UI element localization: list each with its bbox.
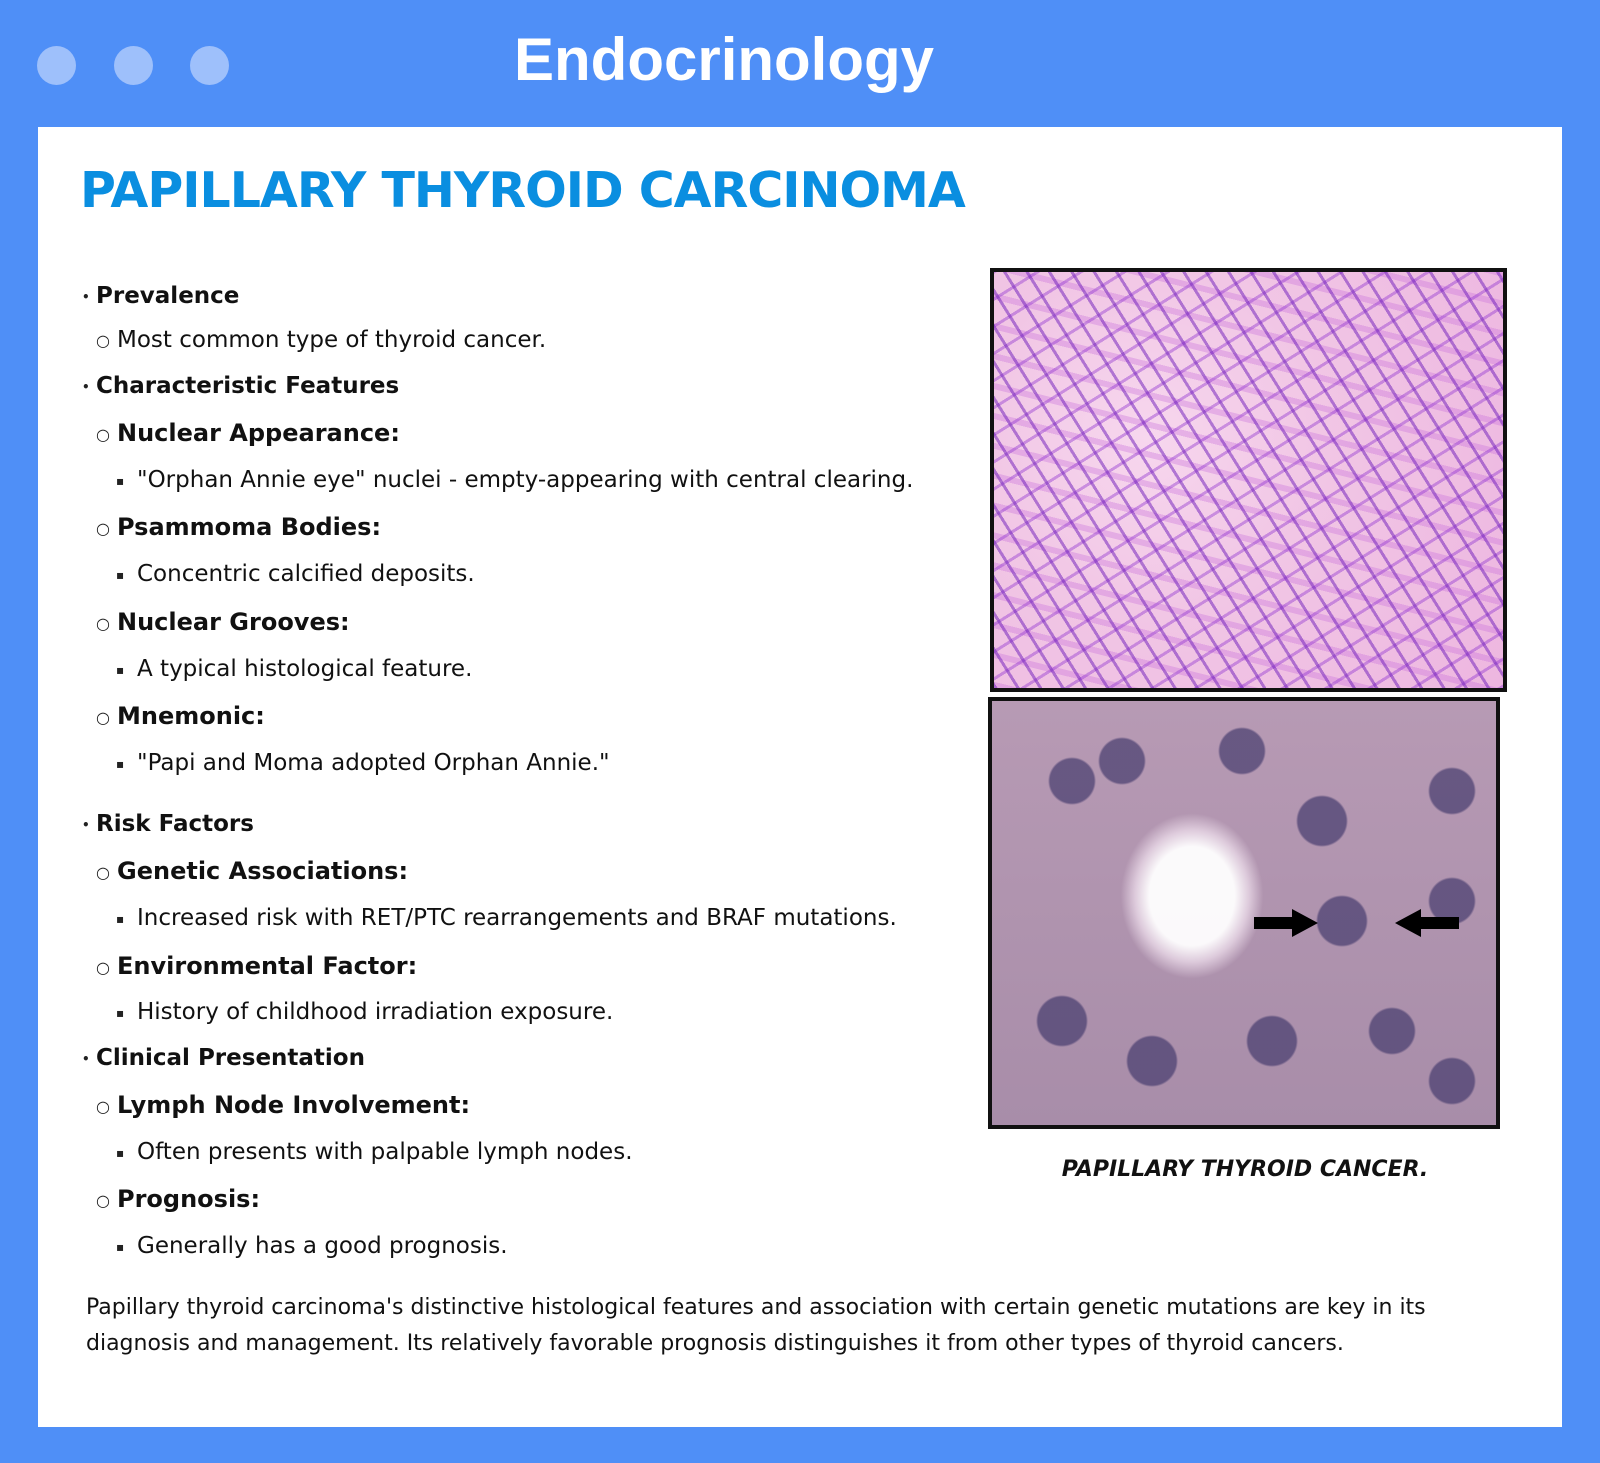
title-bar <box>0 0 1600 127</box>
subitem-detail: ▪ Often presents with palpable lymph nodes. <box>116 1139 633 1165</box>
subitem-label: ○ Genetic Associations: <box>96 857 409 885</box>
bullet-circle-icon: ○ <box>96 424 110 444</box>
subitem-detail: ▪ Increased risk with RET/PTC rearrangements and BRAF mutations. <box>116 905 897 931</box>
bullet-circle-icon: ○ <box>96 707 110 727</box>
arrow-left-icon <box>1395 909 1459 937</box>
bullet-square-icon: ▪ <box>116 1239 125 1254</box>
subitem-label: ○ Environmental Factor: <box>96 952 418 980</box>
subitem-label: ○ Mnemonic: <box>96 702 265 730</box>
histology-image-low-power <box>990 268 1507 692</box>
subitem-label: ○ Nuclear Appearance: <box>96 419 400 447</box>
subitem-detail: ▪ A typical histological feature. <box>116 656 473 682</box>
bullet-dot-icon: • <box>82 289 90 304</box>
subitem-detail: ▪ "Orphan Annie eye" nuclei - empty-appearing with central clearing. <box>116 467 914 493</box>
summary-paragraph: Papillary thyroid carcinoma's distinctive histological features and association with certain genetic mutations are key in its diagnosis and management. Its relatively favorable prognosis distinguishes it from other types of thyroid cancers. <box>86 1295 1426 1356</box>
bullet-square-icon: ▪ <box>116 911 125 926</box>
arrow-right-icon <box>1254 909 1318 937</box>
figure-caption: PAPILLARY THYROID CANCER. <box>1061 1157 1429 1182</box>
content-panel <box>38 127 1562 1427</box>
subitem-detail: ▪ History of childhood irradiation exposure. <box>116 999 614 1025</box>
bullet-square-icon: ▪ <box>116 567 125 582</box>
bullet-circle-icon: ○ <box>96 957 110 977</box>
bullet-circle-icon: ○ <box>96 613 110 633</box>
subitem-label: ○ Psammoma Bodies: <box>96 513 382 541</box>
bullet-dot-icon: • <box>82 1051 90 1066</box>
page-heading: PAPILLARY THYROID CARCINOMA <box>80 162 965 219</box>
bullet-circle-icon: ○ <box>96 1190 110 1210</box>
bullet-square-icon: ▪ <box>116 756 125 771</box>
bullet-square-icon: ▪ <box>116 662 125 677</box>
subitem-detail: ▪ Concentric calcified deposits. <box>116 561 475 587</box>
subitem-label: ○ Lymph Node Involvement: <box>96 1091 471 1119</box>
section-title-characteristic-features: • Characteristic Features <box>82 373 400 399</box>
subitem-detail: ▪ "Papi and Moma adopted Orphan Annie." <box>116 750 610 776</box>
subitem-label: ○ Prognosis: <box>96 1185 261 1213</box>
subitem-detail: ▪ Generally has a good prognosis. <box>116 1233 508 1259</box>
bullet-circle-icon: ○ <box>96 518 110 538</box>
bullet-square-icon: ▪ <box>116 1005 125 1020</box>
bullet-square-icon: ▪ <box>116 1145 125 1160</box>
subitem-label: ○ Nuclear Grooves: <box>96 608 350 636</box>
bullet-dot-icon: • <box>82 817 90 832</box>
bullet-circle-icon: ○ <box>96 862 110 882</box>
section-title-clinical-presentation: • Clinical Presentation <box>82 1045 365 1071</box>
bullet-dot-icon: • <box>82 379 90 394</box>
bullet-circle-icon: ○ <box>96 1096 110 1116</box>
bullet-circle-icon: ○ <box>96 331 110 350</box>
app-title: Endocrinology <box>514 26 934 93</box>
section-title-risk-factors: • Risk Factors <box>82 811 254 837</box>
list-item: ○ Most common type of thyroid cancer. <box>96 327 547 353</box>
histology-image-high-power <box>988 697 1500 1129</box>
bullet-square-icon: ▪ <box>116 473 125 488</box>
section-title-prevalence: • Prevalence <box>82 283 240 309</box>
